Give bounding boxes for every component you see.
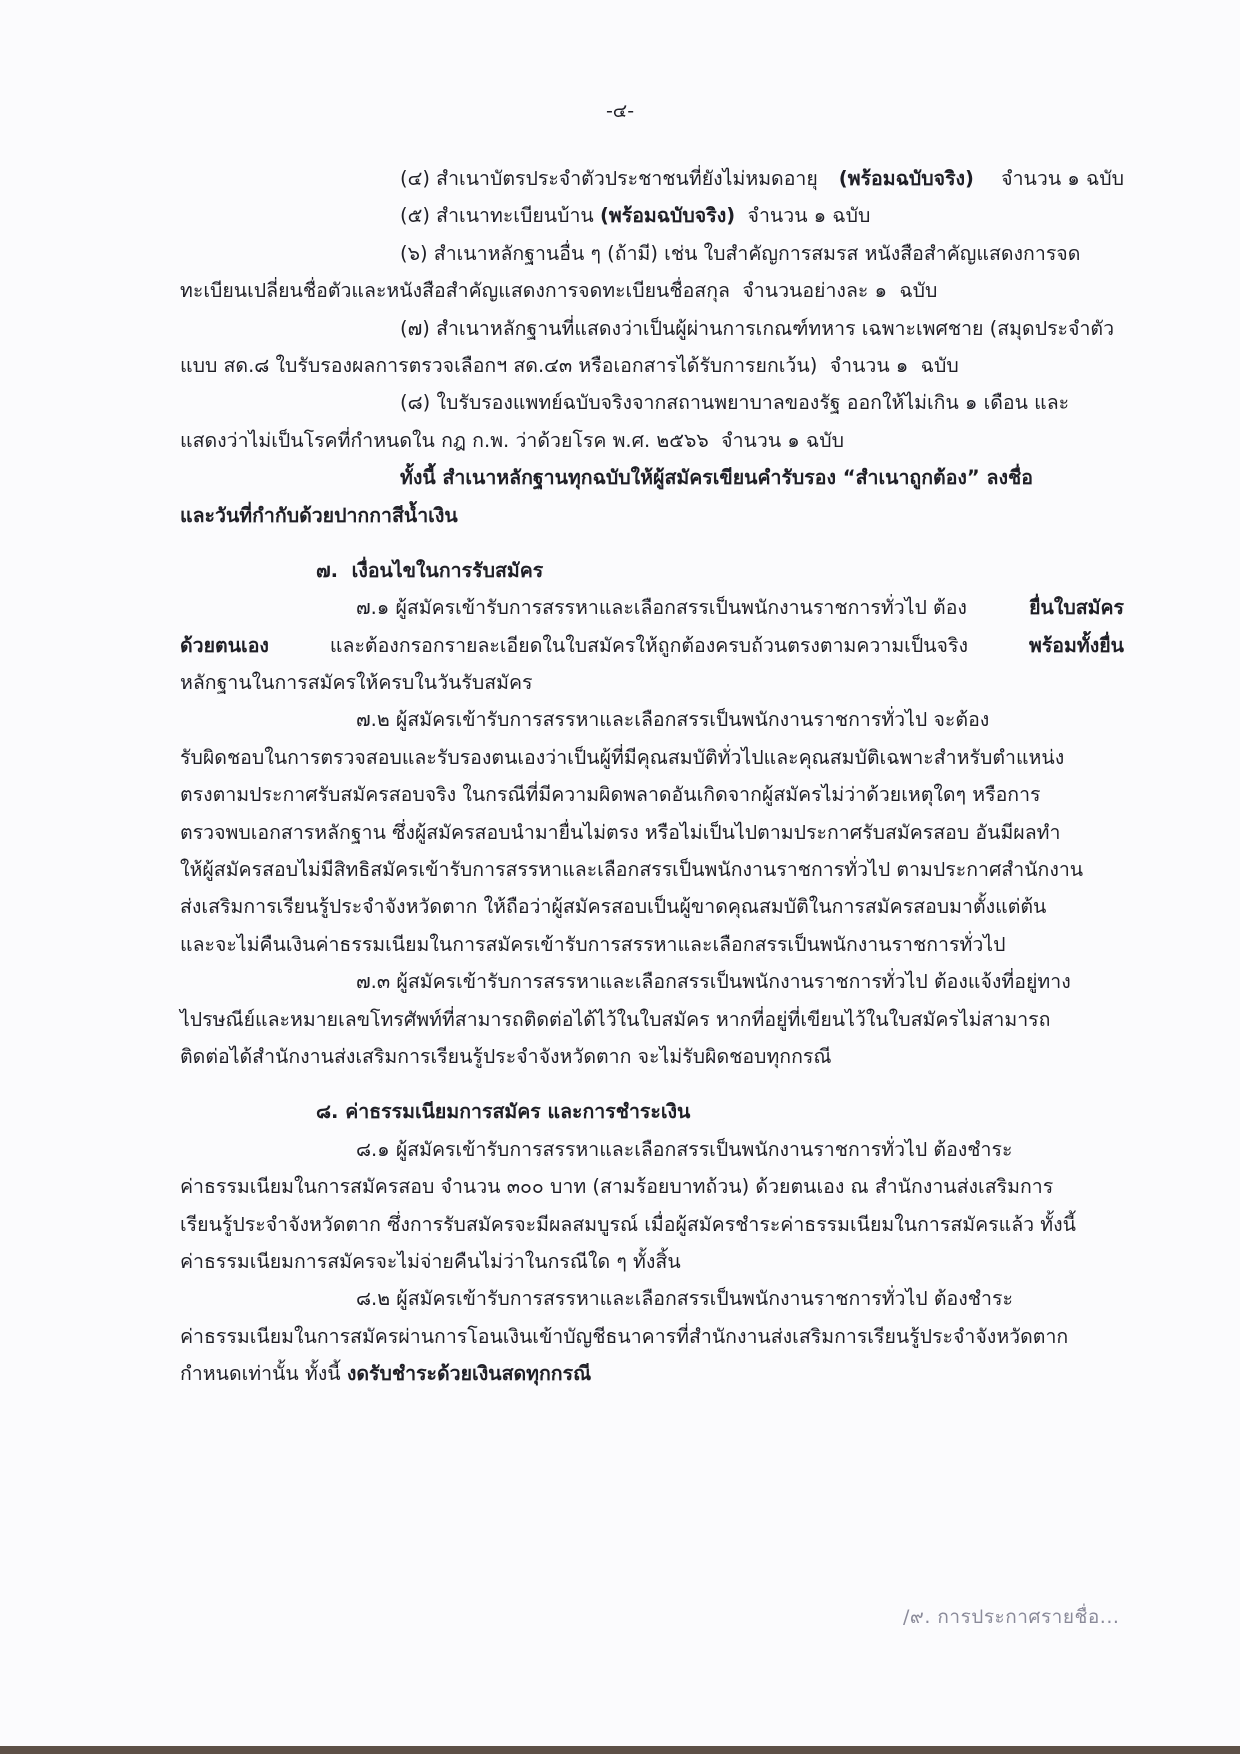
text-segment: ทะเบียนเปลี่ยนชื่อตัวและหนังสือสำคัญแสดงการจดทะเบียนชื่อสกุล จำนวนอย่างละ ๑ ฉบับ bbox=[180, 279, 938, 303]
bold-text: และวันที่กำกับด้วยปากกาสีน้ำเงิน bbox=[180, 503, 458, 527]
text-segment: จำนวน ๑ ฉบับ bbox=[735, 204, 871, 228]
text-segment: ค่าธรรมเนียมการสมัครจะไม่จ่ายคืนไม่ว่าในกรณีใด ๆ ทั้งสิ้น bbox=[180, 1249, 681, 1273]
text-segment: จำนวน ๑ ฉบับ bbox=[988, 167, 1124, 190]
text-line bbox=[180, 592, 1124, 629]
text-segment: เรียนรู้ประจำจังหวัดตาก ซึ่งการรับสมัครจะมีผลสมบูรณ์ เมื่อผู้สมัครชำระค่าธรรมเนียมในการสมัครแล้ว ทั้งนี้ bbox=[180, 1212, 1077, 1236]
text-line bbox=[180, 1134, 1124, 1171]
text-line bbox=[180, 200, 1124, 237]
text-line bbox=[180, 817, 1124, 854]
text-segment: (๖) สำเนาหลักฐานอื่น ๆ (ถ้ามี) เช่น ใบสำคัญการสมรส หนังสือสำคัญแสดงการจด bbox=[400, 241, 1081, 265]
text-line bbox=[180, 238, 1124, 275]
text-segment: (๕) สำเนาทะเบียนบ้าน bbox=[400, 204, 600, 228]
text-line bbox=[180, 1358, 1124, 1395]
text-segment: และจะไม่คืนเงินค่าธรรมเนียมในการสมัครเข้ารับการสรรหาและเลือกสรรเป็นพนักงานราชการทั่วไป bbox=[180, 932, 1006, 956]
text-segment: ตรงตามประกาศรับสมัครสอบจริง ในกรณีที่มีความผิดพลาดอันเกิดจากผู้สมัครไม่ว่าด้วยเหตุใดๆ หรือการ bbox=[180, 783, 1041, 807]
continuation-reference: /๙. การประกาศรายชื่อ... bbox=[903, 1606, 1120, 1628]
text-line bbox=[180, 1041, 1124, 1078]
text-segment: ติดต่อได้สำนักงานส่งเสริมการเรียนรู้ประจำจังหวัดตาก จะไม่รับผิดชอบทุกกรณี bbox=[180, 1044, 832, 1068]
text-line bbox=[180, 667, 1124, 704]
text-segment: ๗.๓ ผู้สมัครเข้ารับการสรรหาและเลือกสรรเป็นพนักงานราชการทั่วไป ต้องแจ้งที่อยู่ทาง bbox=[356, 970, 1071, 994]
text-segment: แสดงว่าไม่เป็นโรคที่กำหนดใน กฎ ก.พ. ว่าด้วยโรค พ.ศ. ๒๕๖๖ จำนวน ๑ ฉบับ bbox=[180, 428, 844, 452]
bold-text: (พร้อมฉบับจริง) bbox=[838, 167, 974, 190]
text-segment: (๘) ใบรับรองแพทย์ฉบับจริงจากสถานพยาบาลของรัฐ ออกให้ไม่เกิน ๑ เดือน และ bbox=[400, 391, 1070, 415]
text-line bbox=[180, 425, 1124, 462]
document-body bbox=[180, 163, 1124, 1396]
text-segment: และต้องกรอกรายละเอียดในใบสมัครให้ถูกต้องครบถ้วนตรงตามความเป็นจริง bbox=[323, 633, 975, 657]
text-line bbox=[180, 1321, 1124, 1358]
bold-text: (พร้อมฉบับจริง) bbox=[599, 204, 736, 228]
bold-text: ๘. ค่าธรรมเนียมการสมัคร และการชำระเงิน bbox=[316, 1100, 691, 1124]
bold-text: ๗. เงื่อนไขในการรับสมัคร bbox=[316, 558, 544, 582]
text-segment: ไปรษณีย์และหมายเลขโทรศัพท์ที่สามารถติดต่อได้ไว้ในใบสมัคร หากที่อยู่ที่เขียนไว้ในใบสมัครไม่สามารถ bbox=[180, 1007, 1051, 1031]
text-line bbox=[180, 929, 1124, 966]
text-line bbox=[180, 1283, 1124, 1320]
text-line bbox=[180, 779, 1124, 816]
section-gap bbox=[180, 1078, 1124, 1096]
text-line bbox=[180, 704, 1124, 741]
text-line bbox=[180, 854, 1124, 891]
bold-text: ทั้งนี้ สำเนาหลักฐานทุกฉบับให้ผู้สมัครเขียนคำรับรอง “สำเนาถูกต้อง” ลงชื่อ bbox=[400, 466, 1033, 490]
text-segment: แบบ สด.๘ ใบรับรองผลการตรวจเลือกฯ สด.๔๓ หรือเอกสารได้รับการยกเว้น) จำนวน ๑ ฉบับ bbox=[180, 353, 959, 377]
text-line bbox=[180, 462, 1124, 499]
text-segment: ตรวจพบเอกสารหลักฐาน ซึ่งผู้สมัครสอบนำมายื่นไม่ตรง หรือไม่เป็นไปตามประกาศรับสมัครสอบ อันมีผลทำ bbox=[180, 820, 1061, 844]
text-line bbox=[180, 966, 1124, 1003]
text-line bbox=[180, 313, 1124, 350]
text-segment: ๗.๑ ผู้สมัครเข้ารับการสรรหาและเลือกสรรเป็นพนักงานราชการทั่วไป ต้อง bbox=[356, 596, 967, 620]
text-line bbox=[180, 275, 1124, 312]
text-segment: ส่งเสริมการเรียนรู้ประจำจังหวัดตาก ให้ถือว่าผู้สมัครสอบเป็นผู้ขาดคุณสมบัติในการสมัครสอบมาตั้งแต่ต้น bbox=[180, 895, 1047, 919]
text-line bbox=[180, 1171, 1124, 1208]
text-line bbox=[180, 350, 1124, 387]
text-line bbox=[180, 891, 1124, 928]
text-segment: ให้ผู้สมัครสอบไม่มีสิทธิสมัครเข้ารับการสรรหาและเลือกสรรเป็นพนักงานราชการทั่วไป ตามประกาศสำนักงาน bbox=[180, 858, 1084, 882]
text-segment: กำหนดเท่านั้น ทั้งนี้ bbox=[180, 1362, 347, 1386]
text-line bbox=[180, 163, 1124, 200]
text-segment: ๘.๑ ผู้สมัครเข้ารับการสรรหาและเลือกสรรเป็นพนักงานราชการทั่วไป ต้องชำระ bbox=[356, 1137, 1013, 1161]
text-line bbox=[180, 387, 1124, 424]
text-segment: (๔) สำเนาบัตรประจำตัวประชาชนที่ยังไม่หมดอายุ bbox=[400, 167, 824, 190]
scan-edge bbox=[0, 1746, 1240, 1754]
text-segment: ๗.๒ ผู้สมัครเข้ารับการสรรหาและเลือกสรรเป็นพนักงานราชการทั่วไป จะต้อง bbox=[356, 708, 990, 732]
bold-text: พร้อมทั้งยื่น bbox=[1028, 633, 1124, 657]
text-line bbox=[180, 1004, 1124, 1041]
text-segment: ค่าธรรมเนียมในการสมัครผ่านการโอนเงินเข้าบัญชีธนาคารที่สำนักงานส่งเสริมการเรียนรู้ประจำจังหวัดตาก bbox=[180, 1324, 1069, 1348]
bold-text: ยื่นใบสมัคร bbox=[1029, 596, 1124, 620]
text-line bbox=[180, 1096, 1124, 1133]
page-number: -๔- bbox=[605, 100, 635, 122]
text-line bbox=[180, 555, 1124, 592]
bold-text: ด้วยตนเอง bbox=[180, 633, 269, 657]
text-line bbox=[180, 500, 1124, 537]
text-segment: หลักฐานในการสมัครให้ครบในวันรับสมัคร bbox=[180, 671, 533, 695]
text-line bbox=[180, 742, 1124, 779]
text-segment: ค่าธรรมเนียมในการสมัครสอบ จำนวน ๓๐๐ บาท (สามร้อยบาทถ้วน) ด้วยตนเอง ณ สำนักงานส่งเสริมการ bbox=[180, 1175, 1054, 1199]
text-line bbox=[180, 1209, 1124, 1246]
text-segment: รับผิดชอบในการตรวจสอบและรับรองตนเองว่าเป็นผู้ที่มีคุณสมบัติทั่วไปและคุณสมบัติเฉพาะสำหรับตำแหน่ง bbox=[180, 745, 1065, 769]
text-line bbox=[180, 630, 1124, 667]
text-segment: ๘.๒ ผู้สมัครเข้ารับการสรรหาและเลือกสรรเป็นพนักงานราชการทั่วไป ต้องชำระ bbox=[356, 1287, 1013, 1311]
text-segment: (๗) สำเนาหลักฐานที่แสดงว่าเป็นผู้ผ่านการเกณฑ์ทหาร เฉพาะเพศชาย (สมุดประจำตัว bbox=[400, 316, 1115, 340]
text-line bbox=[180, 1246, 1124, 1283]
bold-text: งดรับชำระด้วยเงินสดทุกกรณี bbox=[346, 1362, 592, 1386]
section-gap bbox=[180, 537, 1124, 555]
